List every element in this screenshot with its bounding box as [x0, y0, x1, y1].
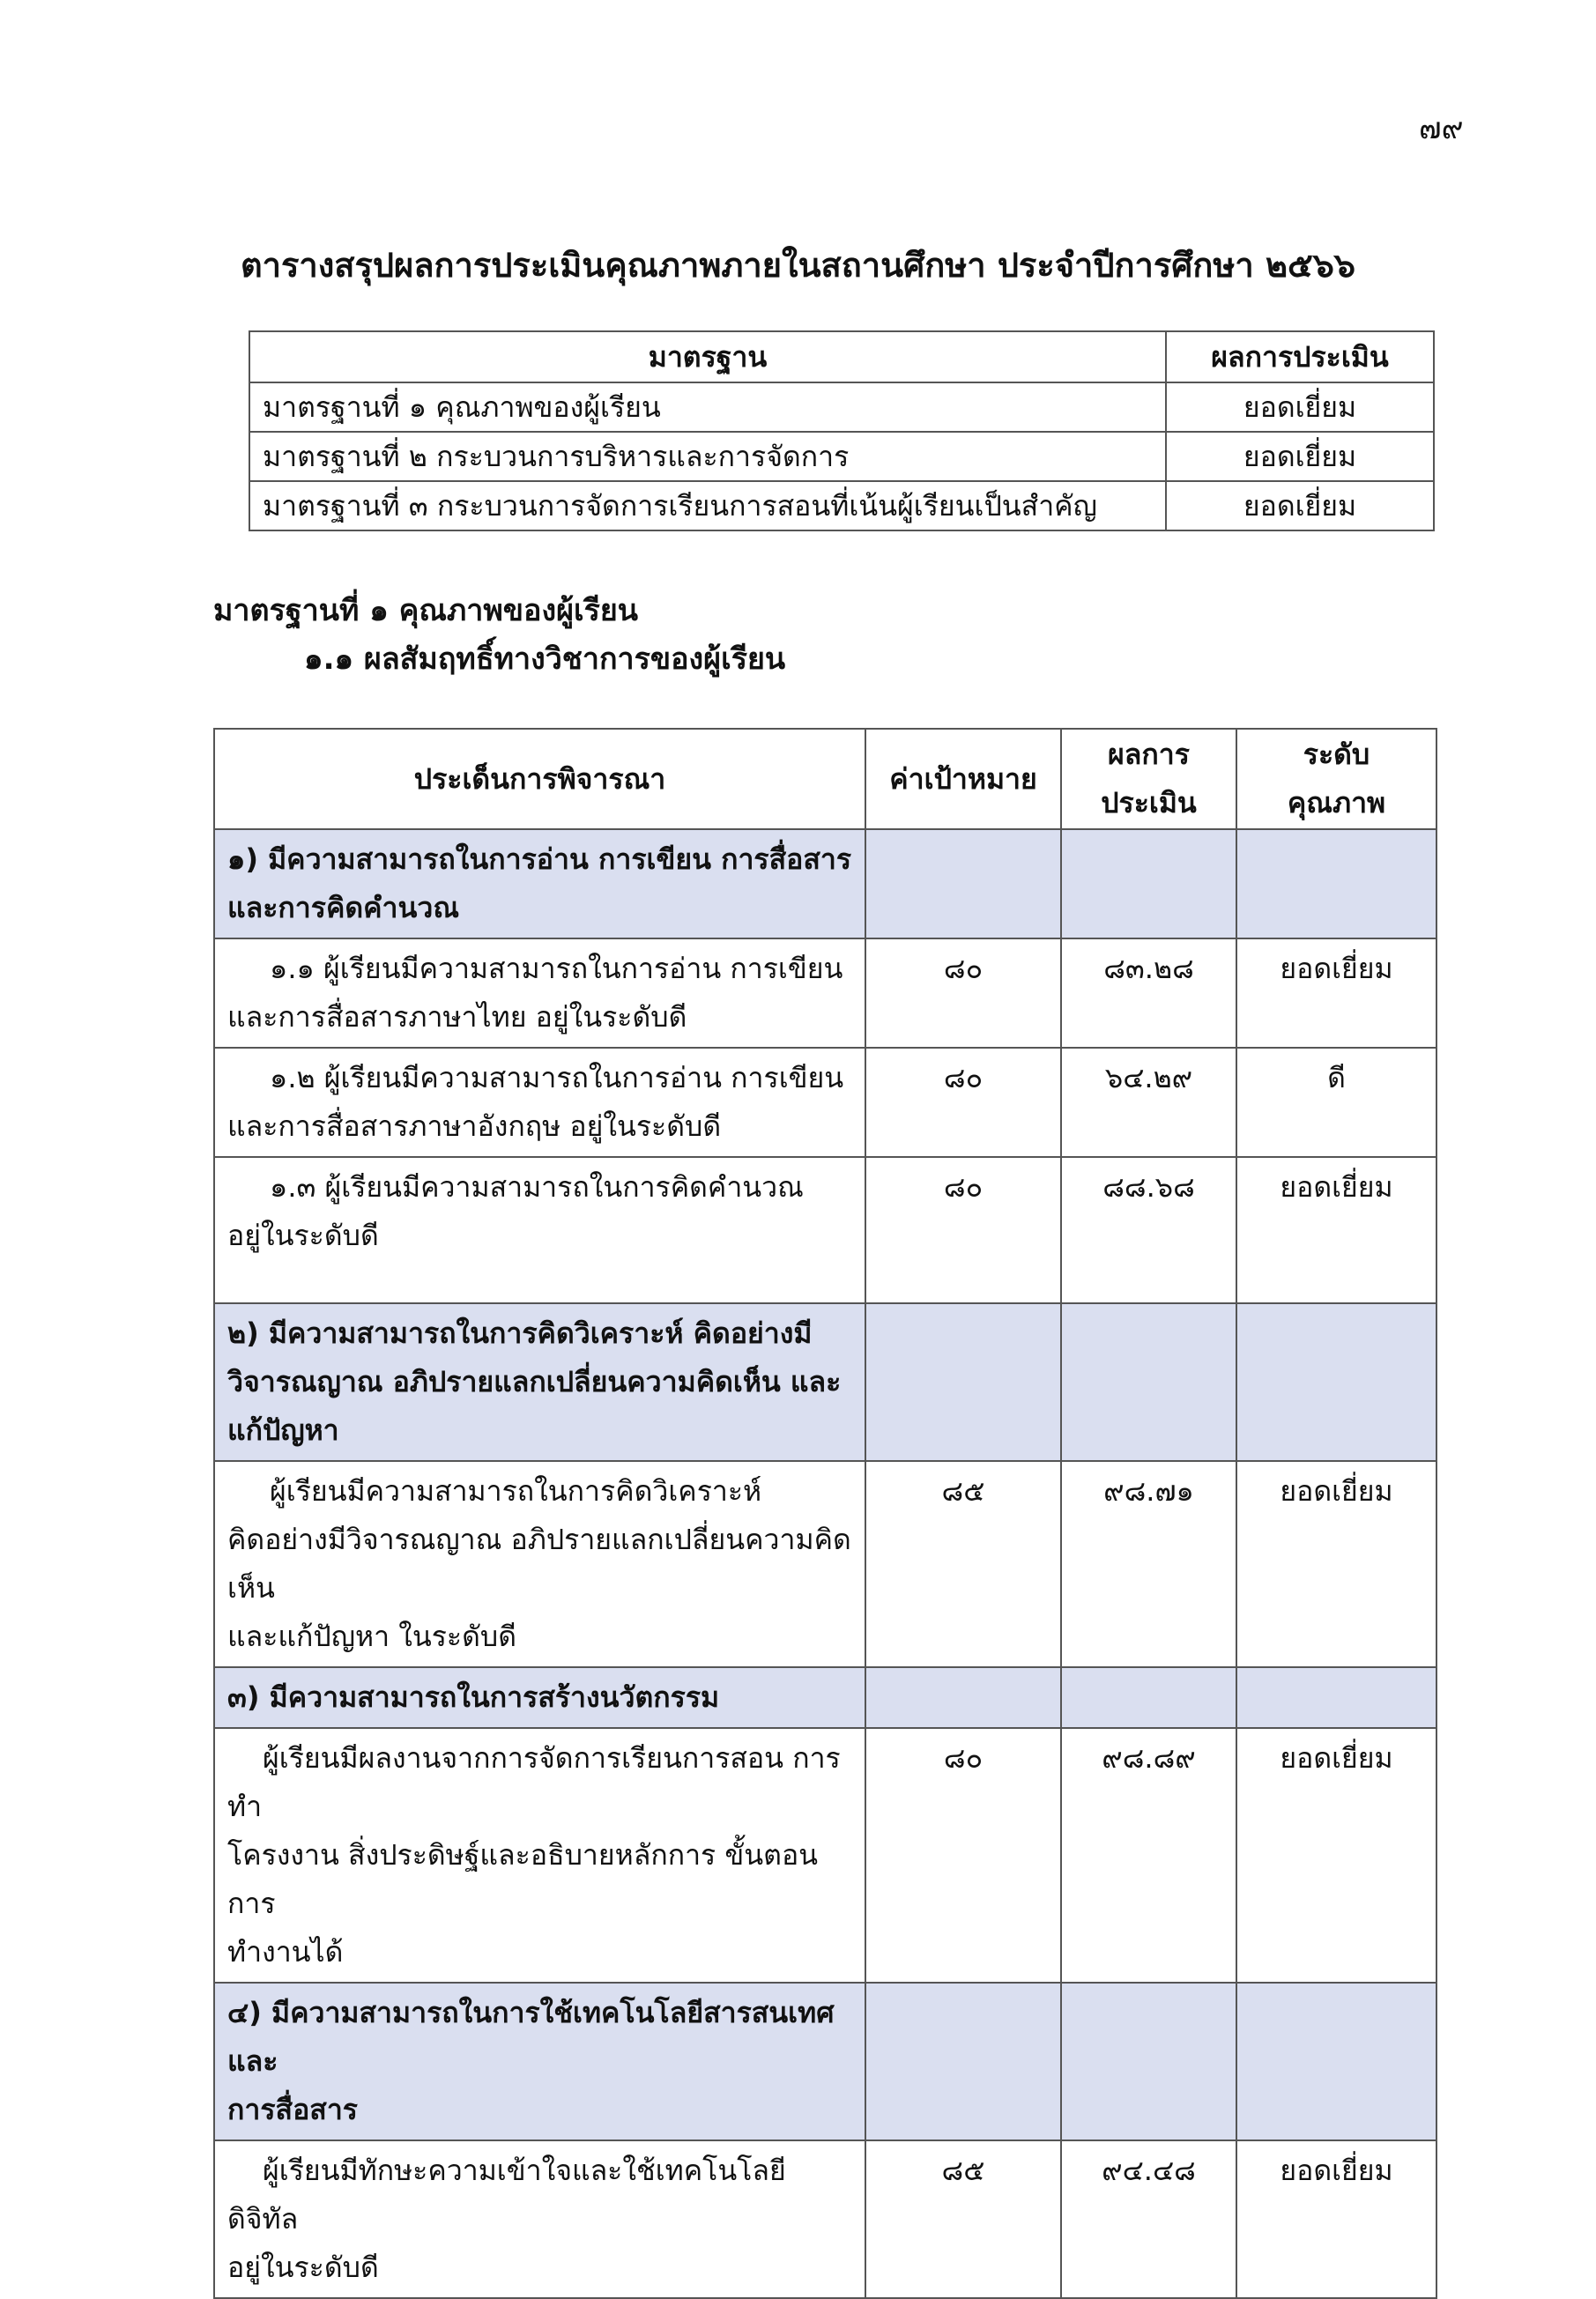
category-text	[214, 1983, 865, 2140]
category-text	[214, 1303, 865, 1461]
header-level-line2: คุณภาพ	[1287, 786, 1386, 819]
item-text	[214, 1157, 865, 1303]
summary-header-row	[249, 331, 1434, 382]
target-cell: ๘๐	[865, 938, 1061, 1048]
empty-cell	[1236, 1667, 1436, 1728]
target-cell: ๘๐	[865, 1048, 1061, 1157]
summary-table	[249, 330, 1435, 531]
item-line: คิดอย่างมีวิจารณญาณ อภิปรายแลกเปลี่ยนความคิดเห็น	[227, 1523, 851, 1605]
table-row	[249, 481, 1434, 530]
target-cell: ๘๐	[865, 1728, 1061, 1983]
level-cell: ยอดเยี่ยม	[1236, 938, 1436, 1048]
item-line	[227, 1467, 852, 1516]
category-row	[214, 829, 1436, 938]
empty-cell	[1061, 1983, 1236, 2140]
empty-cell	[865, 1667, 1061, 1728]
item-line-text: ๑.๒ ผู้เรียนมีความสามารถในการอ่าน การเขียน	[270, 1061, 844, 1094]
empty-cell	[1236, 1303, 1436, 1461]
item-text	[214, 1048, 865, 1157]
category-line: ๑) มีความสามารถในการอ่าน การเขียน การสื่อสาร	[227, 842, 852, 876]
table-row	[214, 938, 1436, 1048]
level-cell: ยอดเยี่ยม	[1236, 1461, 1436, 1667]
table-row	[214, 2140, 1436, 2298]
category-text	[214, 1667, 865, 1728]
summary-result-cell: ยอดเยี่ยม	[1166, 432, 1434, 481]
summary-standard-cell: มาตรฐานที่ ๑ คุณภาพของผู้เรียน	[249, 382, 1166, 432]
item-line-text: ผู้เรียนมีผลงานจากการจัดการเรียนการสอน การทำ	[227, 1741, 841, 1823]
table-row	[214, 1157, 1436, 1303]
result-cell: ๘๘.๖๘	[1061, 1157, 1236, 1303]
document-title: ตารางสรุปผลการประเมินคุณภาพภายในสถานศึกษา ประจำปีการศึกษา ๒๕๖๖	[240, 246, 1356, 285]
item-line	[227, 945, 852, 993]
item-line	[227, 1734, 852, 1831]
target-cell: ๘๐	[865, 1157, 1061, 1303]
table-row	[214, 1048, 1436, 1157]
category-row	[214, 1667, 1436, 1728]
item-line	[227, 2147, 852, 2243]
level-cell: ยอดเยี่ยม	[1236, 2140, 1436, 2298]
page-number: ๗๙	[1419, 111, 1464, 146]
target-cell: ๘๕	[865, 2140, 1061, 2298]
table-row	[249, 382, 1434, 432]
result-cell: ๙๘.๗๑	[1061, 1461, 1236, 1667]
section-heading: มาตรฐานที่ ๑ คุณภาพของผู้เรียน	[213, 593, 639, 628]
category-row	[214, 1983, 1436, 2140]
detail-header-row	[214, 729, 1436, 829]
header-level	[1236, 729, 1436, 829]
empty-cell	[1236, 829, 1436, 938]
item-text	[214, 1728, 865, 1983]
summary-standard-cell: มาตรฐานที่ ๒ กระบวนการบริหารและการจัดการ	[249, 432, 1166, 481]
empty-cell	[865, 1983, 1061, 2140]
table-row	[214, 1461, 1436, 1667]
header-result-line1: ผลการ	[1108, 738, 1190, 771]
category-line: วิจารณญาณ อภิปรายแลกเปลี่ยนความคิดเห็น และ	[227, 1365, 842, 1398]
item-text	[214, 938, 865, 1048]
item-line: และการสื่อสารภาษาไทย อยู่ในระดับดี	[227, 1000, 687, 1034]
subsection-heading: ๑.๑ ผลสัมฤทธิ์ทางวิชาการของผู้เรียน	[304, 641, 786, 677]
summary-result-cell: ยอดเยี่ยม	[1166, 481, 1434, 530]
empty-cell	[865, 1303, 1061, 1461]
category-line: ๒) มีความสามารถในการคิดวิเคราะห์ คิดอย่างมี	[227, 1316, 813, 1350]
item-line: ทำงานได้	[227, 1935, 344, 1969]
category-line: และการคิดคำนวณ	[227, 891, 460, 924]
summary-header-standard: มาตรฐาน	[249, 331, 1166, 382]
empty-cell	[1061, 829, 1236, 938]
category-row	[214, 1303, 1436, 1461]
item-line: โครงงาน สิ่งประดิษฐ์และอธิบายหลักการ ขั้นตอนการ	[227, 1838, 819, 1920]
item-line: และการสื่อสารภาษาอังกฤษ อยู่ในระดับดี	[227, 1109, 722, 1143]
item-text	[214, 2140, 865, 2298]
item-line	[227, 1054, 852, 1102]
result-cell: ๘๓.๒๘	[1061, 938, 1236, 1048]
empty-cell	[1061, 1667, 1236, 1728]
result-cell: ๙๘.๘๙	[1061, 1728, 1236, 1983]
item-line: และแก้ปัญหา ในระดับดี	[227, 1620, 516, 1653]
item-line-text: ๑.๓ ผู้เรียนมีความสามารถในการคิดคำนวณ	[270, 1170, 804, 1204]
table-row	[214, 1728, 1436, 1983]
item-line-text: ผู้เรียนมีทักษะความเข้าใจและใช้เทคโนโลยีดิจิทัล	[227, 2154, 786, 2236]
category-line: ๔) มีความสามารถในการใช้เทคโนโลยีสารสนเทศและ	[227, 1996, 835, 2078]
empty-cell	[865, 829, 1061, 938]
header-issue: ประเด็นการพิจารณา	[214, 729, 865, 829]
summary-result-cell: ยอดเยี่ยม	[1166, 382, 1434, 432]
header-result	[1061, 729, 1236, 829]
empty-cell	[1061, 1303, 1236, 1461]
item-line	[227, 1163, 852, 1212]
summary-standard-cell: มาตรฐานที่ ๓ กระบวนการจัดการเรียนการสอนที่เน้นผู้เรียนเป็นสำคัญ	[249, 481, 1166, 530]
empty-cell	[1236, 1983, 1436, 2140]
header-result-line2: ประเมิน	[1101, 786, 1197, 819]
detail-table	[213, 728, 1437, 2299]
item-text	[214, 1461, 865, 1667]
result-cell: ๙๔.๔๘	[1061, 2140, 1236, 2298]
item-line-text: ผู้เรียนมีความสามารถในการคิดวิเคราะห์	[270, 1474, 762, 1508]
table-row	[249, 432, 1434, 481]
level-cell: ยอดเยี่ยม	[1236, 1728, 1436, 1983]
level-cell: ดี	[1236, 1048, 1436, 1157]
header-level-line1: ระดับ	[1303, 738, 1370, 771]
header-target: ค่าเป้าหมาย	[865, 729, 1061, 829]
result-cell: ๖๔.๒๙	[1061, 1048, 1236, 1157]
category-line: แก้ปัญหา	[227, 1413, 339, 1447]
category-line: ๓) มีความสามารถในการสร้างนวัตกรรม	[227, 1680, 720, 1714]
category-line: การสื่อสาร	[227, 2093, 358, 2126]
summary-header-result: ผลการประเมิน	[1166, 331, 1434, 382]
category-text	[214, 829, 865, 938]
item-line-text: ๑.๑ ผู้เรียนมีความสามารถในการอ่าน การเขียน	[270, 952, 843, 985]
level-cell: ยอดเยี่ยม	[1236, 1157, 1436, 1303]
item-line: อยู่ในระดับดี	[227, 1219, 379, 1252]
target-cell: ๘๕	[865, 1461, 1061, 1667]
item-line: อยู่ในระดับดี	[227, 2251, 379, 2284]
